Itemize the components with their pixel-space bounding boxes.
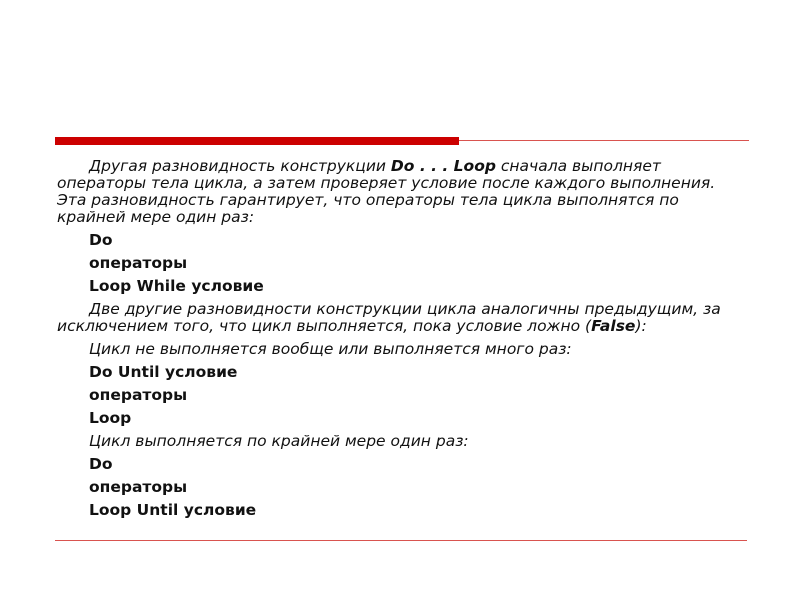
paragraph-text: Две другие разновидности конструкции цикла аналогичны предыдущим, за исключением того, что цикл выполняется, пока условие ложно ( <box>57 300 721 335</box>
slide-body <box>57 158 747 525</box>
code-line: операторы <box>89 386 188 404</box>
paragraph-text: Другая разновидность конструкции <box>89 157 391 175</box>
title-rule-thin <box>459 140 749 141</box>
paragraph-text: ): <box>635 317 647 335</box>
paragraph-until-intro <box>57 301 747 335</box>
footer-rule <box>55 540 747 541</box>
code-keyword: False <box>591 317 636 335</box>
paragraph-pre-check: Цикл не выполняется вообще или выполняется много раз: <box>89 340 572 358</box>
code-line: Loop While условие <box>89 277 264 295</box>
paragraph-post-check: Цикл выполняется по крайней мере один раз: <box>89 432 469 450</box>
code-line: Do <box>89 231 113 249</box>
code-line: Loop <box>89 409 132 427</box>
title-rule-thick <box>55 137 459 145</box>
code-line: Do Until условие <box>89 363 238 381</box>
paragraph-text: сначала выполняет операторы тела цикла, а затем проверяет условие после каждого выполнения. Эта разновидность гарантирует, что операторы тела цикла выполнятся по крайней мере один раз: <box>57 157 716 226</box>
code-line: Loop Until условие <box>89 501 257 519</box>
code-keyword: Do . . . Loop <box>390 157 496 175</box>
code-line: операторы <box>89 254 188 272</box>
code-line: Do <box>89 455 113 473</box>
code-line: операторы <box>89 478 188 496</box>
paragraph-do-loop-intro <box>57 158 747 226</box>
